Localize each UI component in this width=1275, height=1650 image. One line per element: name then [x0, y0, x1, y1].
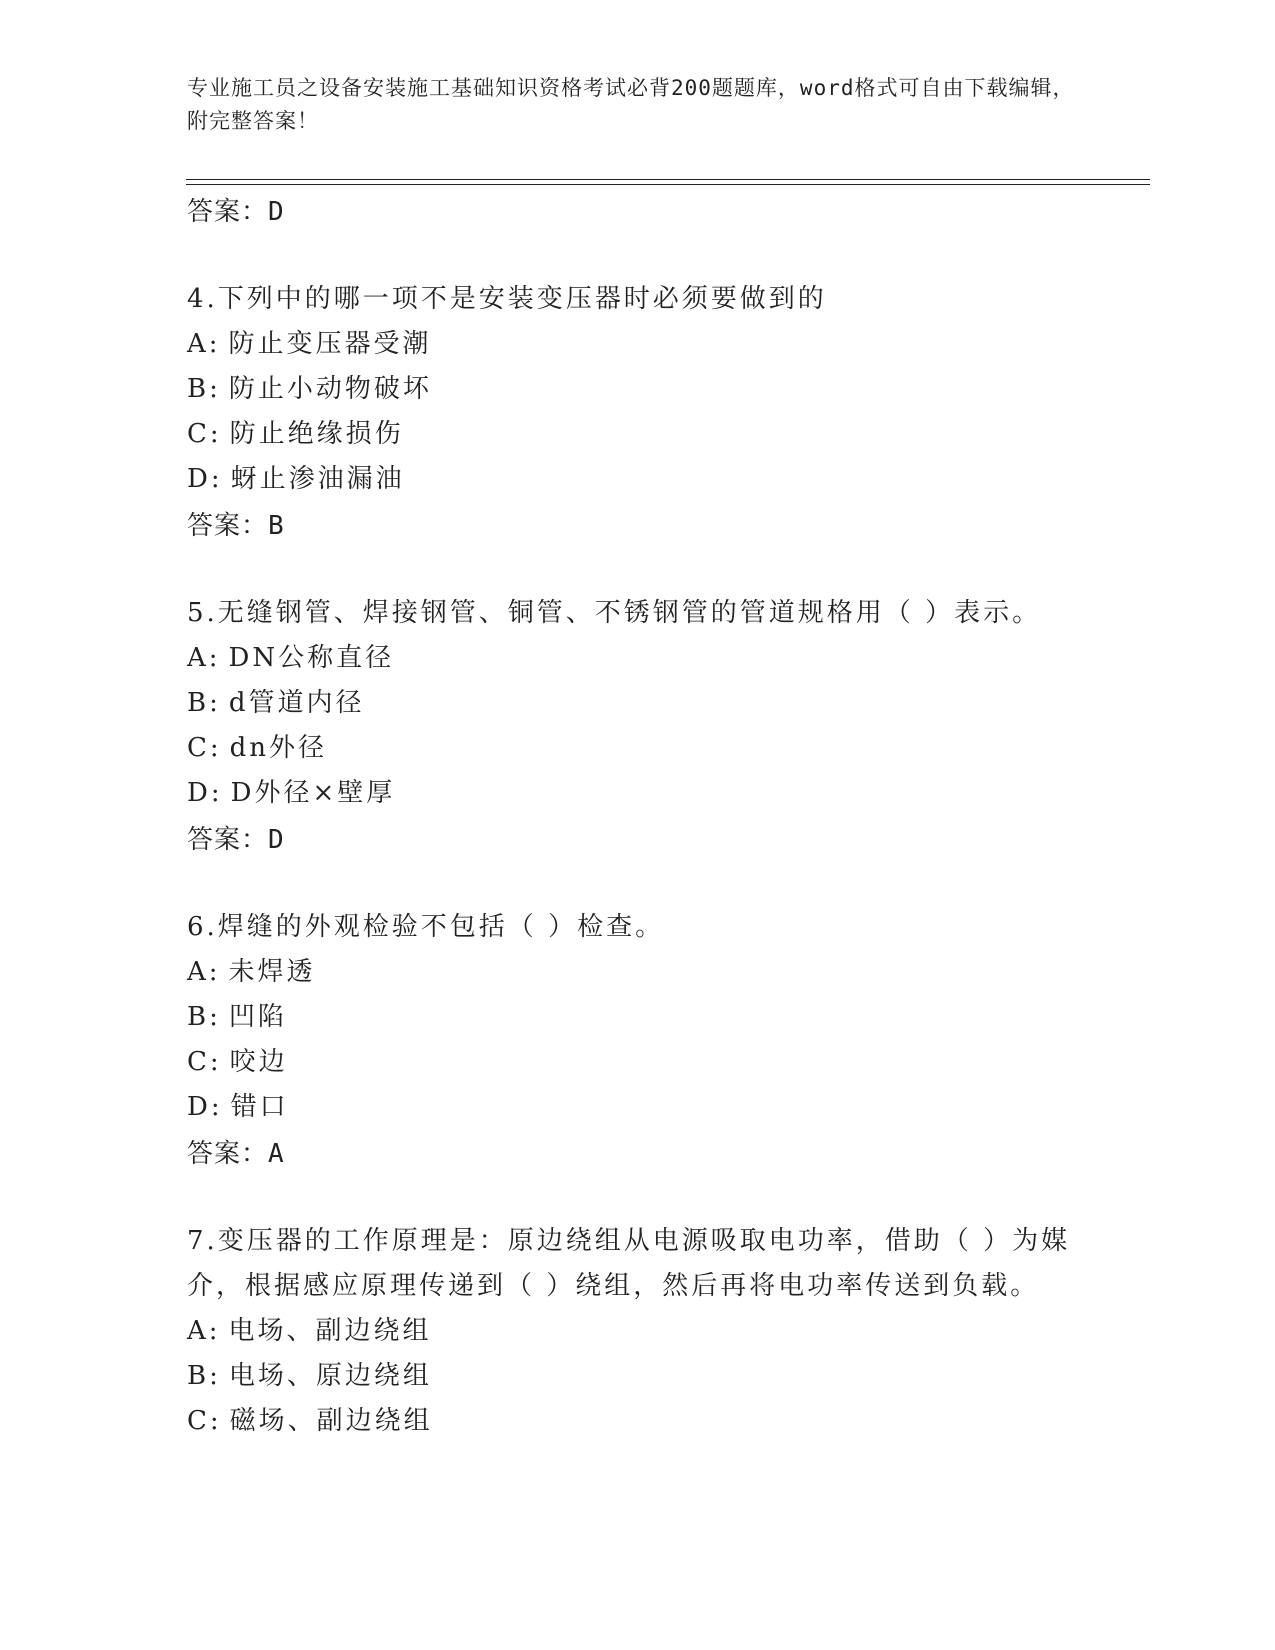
answer-line: 答案：D [187, 197, 285, 227]
question-5: 5.无缝钢管、焊接钢管、铜管、不锈钢管的管道规格用（ ）表示。 [187, 598, 1042, 628]
option-text: 磁场、副边绕组 [229, 1406, 433, 1436]
option-label: A: [187, 1316, 221, 1346]
answer-line: 答案：A [187, 1139, 285, 1169]
header-divider-bottom [186, 184, 1150, 185]
option-text: 凹陷 [228, 1002, 287, 1032]
option-text: 电场、副边绕组 [228, 1316, 432, 1346]
option-d [187, 1085, 1087, 1130]
option-a [187, 636, 1087, 681]
option-label: B: [187, 1002, 221, 1032]
option-a [187, 950, 1087, 995]
option-label: B: [187, 374, 221, 404]
option-text: 防止变压器受潮 [228, 329, 432, 359]
option-label: A: [187, 329, 221, 359]
option-label: B: [187, 688, 221, 718]
option-a [187, 1309, 1087, 1354]
option-c [187, 1399, 1087, 1444]
option-label: C: [187, 733, 222, 763]
option-text: 电场、原边绕组 [228, 1361, 432, 1391]
option-text: 咬边 [229, 1047, 288, 1077]
option-text: 蚜止渗油漏油 [230, 464, 405, 494]
option-label: A: [187, 643, 221, 673]
option-b [187, 1354, 1087, 1399]
option-b [187, 995, 1087, 1040]
option-b [187, 681, 1087, 726]
option-label: D: [187, 778, 223, 808]
option-a [187, 322, 1087, 367]
option-label: A: [187, 957, 221, 987]
option-label: D: [187, 464, 223, 494]
option-text: 防止绝缘损伤 [229, 419, 404, 449]
option-b [187, 367, 1087, 412]
option-text: D外径×壁厚 [230, 778, 396, 808]
option-label: B: [187, 1361, 221, 1391]
option-d [187, 457, 1087, 502]
question-7: 7.变压器的工作原理是：原边绕组从电源吸取电功率，借助（ ）为媒介，根据感应原理传递到（ ）绕组，然后再将电功率传送到负载。 [187, 1226, 1071, 1301]
question-4: 4.下列中的哪一项不是安装变压器时必须要做到的 [187, 284, 827, 314]
option-c [187, 1040, 1087, 1085]
option-c [187, 726, 1087, 771]
option-text: 错口 [230, 1092, 289, 1122]
header-divider-top [186, 179, 1150, 180]
option-text: dn外径 [229, 733, 328, 763]
spacer [187, 236, 1087, 277]
option-c [187, 412, 1087, 457]
spacer [187, 1178, 1087, 1219]
question-6: 6.焊缝的外观检验不包括（ ）检查。 [187, 912, 665, 942]
spacer [187, 550, 1087, 591]
option-label: D: [187, 1092, 223, 1122]
spacer [187, 864, 1087, 905]
question-list [187, 188, 1087, 1444]
option-text: 防止小动物破坏 [228, 374, 432, 404]
option-text: 未焊透 [228, 957, 316, 987]
document-header: 专业施工员之设备安装施工基础知识资格考试必背200题题库，word格式可自由下载编辑，附完整答案！ [187, 76, 1075, 133]
option-label: C: [187, 1406, 222, 1436]
option-text: DN公称直径 [228, 643, 395, 673]
option-text: d管道内径 [228, 688, 365, 718]
answer-line: 答案：B [187, 511, 285, 541]
option-d [187, 771, 1087, 816]
option-label: C: [187, 1047, 222, 1077]
answer-line: 答案：D [187, 825, 285, 855]
option-label: C: [187, 419, 222, 449]
